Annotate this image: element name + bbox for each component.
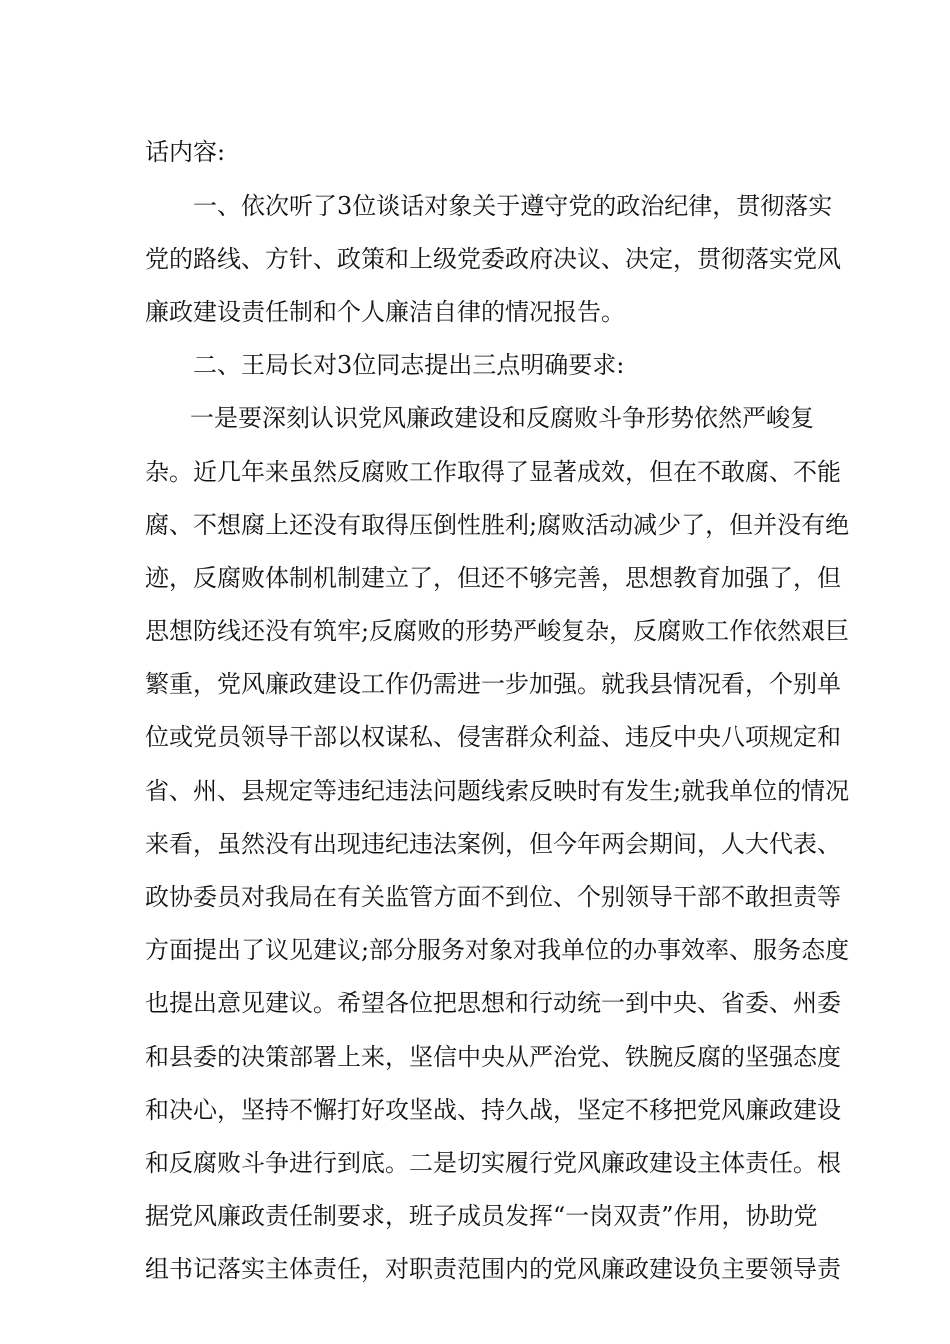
text-line: 话内容: <box>145 138 226 166</box>
text-line: 二、王局长对3位同志提出三点明确要求: <box>193 351 625 379</box>
text-line: 和决心，坚持不懈打好攻坚战、持久战，坚定不移把党风廉政建设 <box>145 1096 841 1124</box>
text-line: 廉政建设责任制和个人廉洁自律的情况报告。 <box>145 298 625 326</box>
text-line: 来看，虽然没有出现违纪违法案例，但今年两会期间，人大代表、 <box>145 830 841 858</box>
text-line: 位或党员领导干部以权谋私、侵害群众利益、违反中央八项规定和 <box>145 723 841 751</box>
text-line: 和反腐败斗争进行到底。二是切实履行党风廉政建设主体责任。根 <box>145 1149 841 1177</box>
text-line: 和县委的决策部署上来，坚信中央从严治党、铁腕反腐的坚强态度 <box>145 1043 841 1071</box>
text-line: 政协委员对我局在有关监管方面不到位、个别领导干部不敢担责等 <box>145 883 841 911</box>
text-line: 繁重，党风廉政建设工作仍需进一步加强。就我县情况看，个别单 <box>145 670 841 698</box>
text-line: 方面提出了议见建议;部分服务对象对我单位的办事效率、服务态度 <box>145 936 850 964</box>
text-line: 省、州、县规定等违纪违法问题线索反映时有发生;就我单位的情况 <box>145 777 850 805</box>
text-line: 一、依次听了3位谈话对象关于遵守党的政治纪律，贯彻落实 <box>193 192 833 220</box>
text-line: 杂。近几年来虽然反腐败工作取得了显著成效，但在不敢腐、不能 <box>145 458 841 486</box>
text-line: 也提出意见建议。希望各位把思想和行动统一到中央、省委、州委 <box>145 989 841 1017</box>
text-line: 据党风廉政责任制要求，班子成员发挥“一岗双责”作用，协助党 <box>145 1202 818 1230</box>
text-line: 一是要深刻认识党风廉政建设和反腐败斗争形势依然严峻复 <box>190 404 814 432</box>
text-line: 组书记落实主体责任，对职责范围内的党风廉政建设负主要领导责 <box>145 1255 841 1283</box>
text-line: 党的路线、方针、政策和上级党委政府决议、决定，贯彻落实党风 <box>145 245 841 273</box>
text-line: 思想防线还没有筑牢;反腐败的形势严峻复杂，反腐败工作依然艰巨 <box>145 617 850 645</box>
text-line: 腐、不想腐上还没有取得压倒性胜利;腐败活动减少了，但并没有绝 <box>145 511 850 539</box>
text-line: 迹，反腐败体制机制建立了，但还不够完善，思想教育加强了，但 <box>145 564 841 592</box>
